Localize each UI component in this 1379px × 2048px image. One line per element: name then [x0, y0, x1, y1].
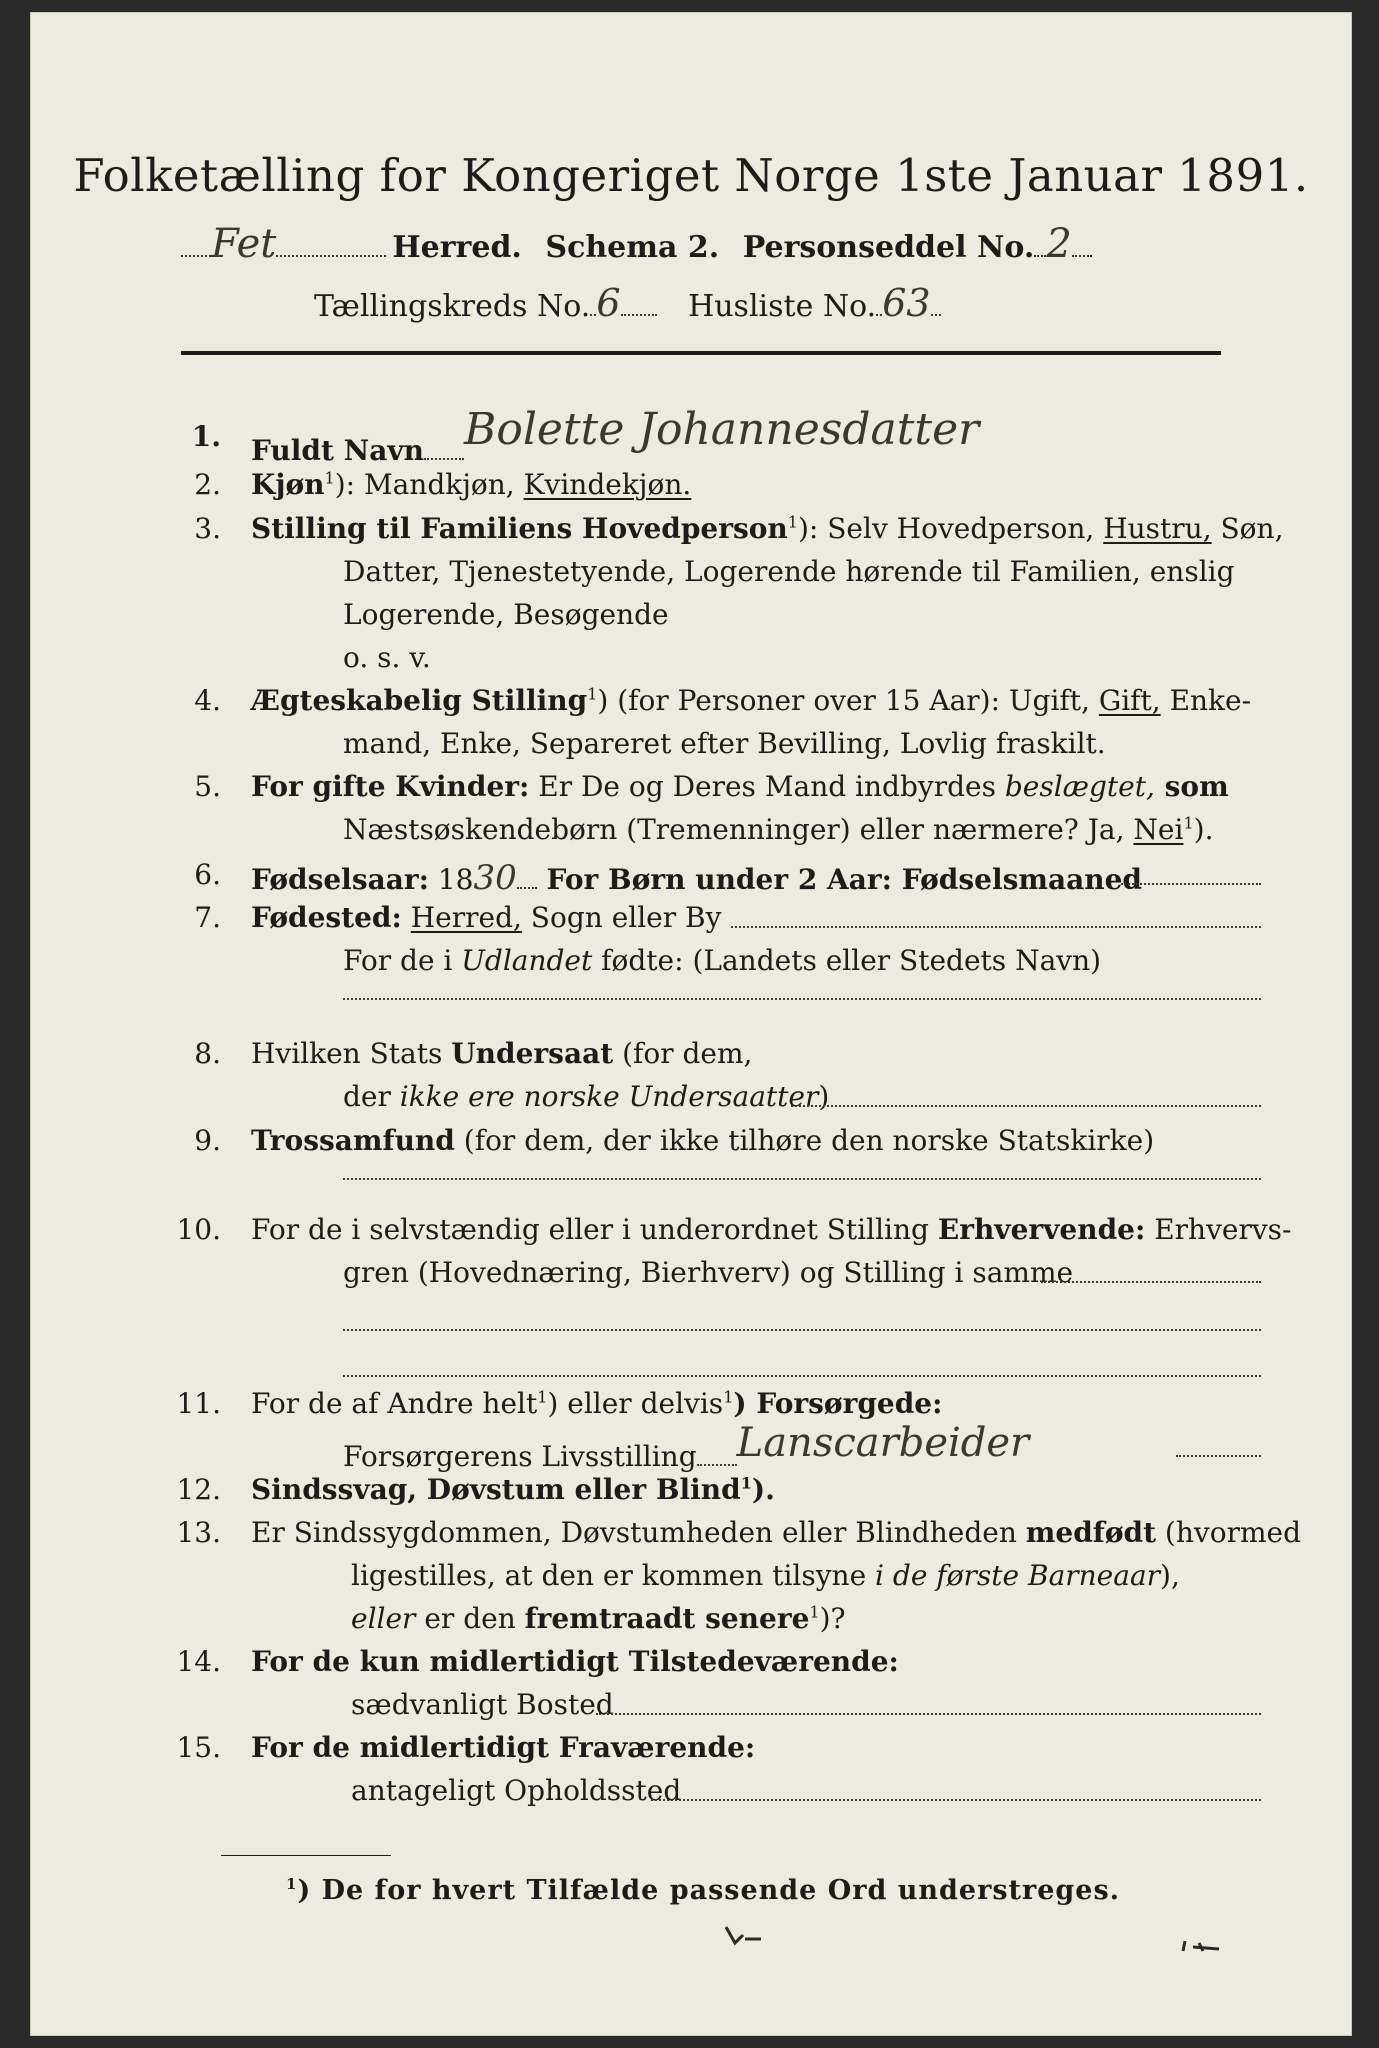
item-14: For de kun midlertidigt Tilstedeværende:: [251, 1645, 899, 1678]
item-3-number: 3.: [194, 512, 221, 545]
congenital-line3-end: )?: [819, 1602, 846, 1635]
item-6: [251, 858, 1142, 898]
congenital-line2-end: ),: [1160, 1559, 1180, 1592]
occupation-line-3: [343, 1375, 1261, 1377]
congenital-line3: er den: [415, 1602, 525, 1635]
item-3-line2: Datter, Tjenestetyende, Logerende hørende til Familien, enslig: [343, 555, 1235, 588]
item-7: [251, 901, 721, 934]
citizenship-text: Hvilken Stats: [251, 1037, 452, 1070]
congenital-line2-italic: i de første Barneaar: [875, 1559, 1161, 1592]
item-13: [251, 1516, 1301, 1549]
footnote: [286, 1875, 1120, 1906]
birth-year-prefix: 18: [428, 863, 474, 896]
item-14-number: 14.: [176, 1645, 221, 1678]
item-8-number: 8.: [194, 1037, 221, 1070]
item-5-number: 5.: [194, 770, 221, 803]
pencil-mark: [1179, 1933, 1239, 1963]
footnote-text: ) De for hvert Tilfælde passende Ord understreges.: [297, 1875, 1121, 1906]
supported-text: For de af Andre helt: [251, 1387, 538, 1420]
item-5-line2: [343, 813, 1213, 846]
item-3-line4: o. s. v.: [343, 641, 431, 674]
citizenship-text-end: (for dem,: [613, 1037, 753, 1070]
abroad-italic: Udlandet: [461, 944, 593, 977]
item-5-line2-text: Næstsøskendebørn (Tremenninger) eller nærmere? Ja,: [343, 813, 1134, 846]
sex-label: Kjøn: [251, 468, 325, 501]
sex-selected: Kvindekjøn.: [523, 468, 692, 501]
item-13-number: 13.: [176, 1516, 221, 1549]
supporter-occupation-label: Forsørgerens Livsstilling: [343, 1440, 697, 1473]
position-label: Stilling til Familiens Hovedperson: [251, 512, 788, 545]
dot-leader: [697, 1439, 737, 1466]
footnote-ref: 1: [723, 1387, 734, 1407]
citizenship-line: [791, 1105, 1261, 1107]
item-5-italic: beslægtet,: [1004, 770, 1155, 803]
item-4: [251, 684, 1251, 717]
item-12-number: 12.: [176, 1473, 221, 1506]
disability-label: Sindssvag, Døvstum eller Blind: [251, 1473, 741, 1506]
item-10-number: 10.: [176, 1213, 221, 1246]
item-5: [251, 770, 1229, 803]
form-title: Folketælling for Kongeriget Norge 1ste Januar 1891.: [73, 149, 1309, 202]
occupation-line-1: [1041, 1281, 1261, 1283]
taellingskreds-label: Tællingskreds No.: [314, 289, 591, 324]
taellingskreds-value: 6: [596, 281, 621, 325]
birthplace-options: Sogn eller By: [521, 901, 722, 934]
full-name-label: Fuldt Navn: [251, 434, 425, 467]
schema-label: Schema 2.: [545, 230, 720, 265]
congenital-line3-italic: eller: [351, 1602, 416, 1635]
item-11-line2: [343, 1420, 1030, 1476]
item-4-number: 4.: [194, 684, 221, 717]
footnote-ref: 1: [1183, 813, 1194, 833]
usual-residence-line: [596, 1713, 1261, 1715]
item-15-number: 15.: [176, 1731, 221, 1764]
marital-label: Ægteskabelig Stilling: [251, 684, 588, 717]
supporter-occupation-value: Lanscarbeider: [736, 1420, 1030, 1466]
item-3-line3: Logerende, Besøgende: [343, 598, 669, 631]
dot-leader: [931, 287, 941, 316]
footnote-ref: 1: [809, 1602, 820, 1622]
footnote-ref: 1: [787, 512, 798, 532]
dot-leader: [181, 228, 211, 257]
item-9-number: 9.: [194, 1124, 221, 1157]
item-11-number: 11.: [176, 1387, 221, 1420]
religion-label: Trossamfund: [251, 1124, 455, 1157]
item-14-line2: sædvanligt Bosted: [351, 1688, 614, 1721]
occupation-label: Erhvervende:: [937, 1213, 1146, 1246]
item-6-number: 6.: [194, 858, 221, 891]
footnote-rule: [221, 1855, 391, 1856]
item-10: [251, 1213, 1292, 1246]
item-1-number: 1.: [191, 420, 221, 453]
footnote-ref: 1: [324, 468, 335, 488]
item-2: [251, 468, 691, 501]
birth-month-label: For Børn under 2 Aar: Fødselsmaaned: [536, 863, 1143, 896]
citizenship-line2-text: der: [343, 1080, 400, 1113]
full-name-value: Bolette Johannesdatter: [464, 404, 980, 455]
herred-row: [181, 221, 1092, 267]
position-options-end: Søn,: [1211, 512, 1284, 545]
birthplace-line: [731, 926, 1261, 928]
dot-leader: [1034, 228, 1046, 257]
abroad-text: For de i: [343, 944, 462, 977]
congenital-label: medfødt: [1025, 1516, 1157, 1549]
occupation-text-end: Erhvervs-: [1145, 1213, 1292, 1246]
religion-text: (for dem, der ikke tilhøre den norske Statskirke): [454, 1124, 1155, 1157]
citizenship-label: Undersaat: [451, 1037, 614, 1070]
item-7-line2: [343, 944, 1101, 977]
birth-month-line: [1121, 883, 1261, 885]
supporter-line: [1176, 1455, 1261, 1457]
footnote-mark: 1: [286, 1875, 298, 1893]
position-options: ): Selv Hovedperson,: [797, 512, 1104, 545]
item-5-text: Er De og Deres Mand indbyrdes: [529, 770, 1005, 803]
item-15-line2: antageligt Opholdssted: [351, 1774, 682, 1807]
item-9: [251, 1124, 1154, 1157]
herred-value: Fet: [211, 221, 277, 267]
marital-selected: Gift,: [1098, 684, 1161, 717]
sex-options: ): Mandkjøn,: [334, 468, 524, 501]
personseddel-value: 2: [1046, 221, 1072, 267]
birthplace-label: Fødested:: [251, 901, 402, 934]
position-selected: Hustru,: [1103, 512, 1212, 545]
citizenship-line2-italic: ikke ere norske Undersaatter: [399, 1080, 819, 1113]
census-form-page: [30, 12, 1352, 2036]
congenital-text-end: (hvormed: [1156, 1516, 1301, 1549]
personseddel-label: Personseddel No.: [742, 230, 1035, 265]
header-rule: [181, 351, 1221, 355]
dot-leader: [424, 433, 464, 460]
item-3: [251, 512, 1283, 545]
item-2-number: 2.: [194, 468, 221, 501]
item-1: [251, 404, 980, 471]
husliste-label: Husliste No.: [688, 289, 877, 324]
pencil-mark: [721, 1921, 781, 1951]
disability-end: ).: [751, 1473, 775, 1506]
birth-year-label: Fødselsaar:: [251, 863, 429, 896]
congenital-line3-bold: fremtraadt senere: [524, 1602, 810, 1635]
married-women-label: For gifte Kvinder:: [251, 770, 530, 803]
abroad-text-end: fødte: (Landets eller Stedets Navn): [592, 944, 1102, 977]
dot-leader: [621, 287, 657, 316]
taellingskreds-row: [314, 281, 941, 325]
item-10-line2: gren (Hovednæring, Bierhverv) og Stilling i samme: [343, 1256, 1074, 1289]
birth-year-value: 30: [473, 858, 517, 898]
congenital-text: Er Sindssygdommen, Døvstumheden eller Blindheden: [251, 1516, 1026, 1549]
occupation-text: For de i selvstændig eller i underordnet Stilling: [251, 1213, 938, 1246]
supported-text-mid: ) eller delvis: [547, 1387, 724, 1420]
marital-options-end: Enke-: [1160, 684, 1252, 717]
item-13-line3: [351, 1602, 846, 1635]
marital-options: ) (for Personer over 15 Aar): Ugift,: [597, 684, 1099, 717]
dot-leader: [517, 862, 537, 889]
herred-label: Herred.: [392, 230, 522, 265]
item-5-end: som: [1154, 770, 1229, 803]
temporary-residence-line: [651, 1799, 1261, 1801]
birthplace-selected: Herred,: [410, 901, 522, 934]
item-12: [251, 1473, 775, 1506]
dot-leader: [1072, 228, 1092, 257]
kinship-selected: Nei: [1133, 813, 1184, 846]
item-4-line2: mand, Enke, Separeret efter Bevilling, Lovlig fraskilt.: [343, 727, 1106, 760]
abroad-line: [343, 998, 1261, 1000]
item-15: For de midlertidigt Fraværende:: [251, 1731, 756, 1764]
item-7-number: 7.: [194, 901, 221, 934]
item-5-line2-end: ).: [1193, 813, 1214, 846]
congenital-line2: ligestilles, at den er kommen tilsyne: [351, 1559, 876, 1592]
citizenship-line2-end: ): [818, 1080, 830, 1113]
footnote-ref: 1: [740, 1473, 752, 1493]
religion-line: [343, 1178, 1261, 1180]
occupation-line-2: [343, 1329, 1261, 1331]
dot-leader: [276, 228, 386, 257]
item-13-line2: [351, 1559, 1180, 1592]
item-8: [251, 1037, 752, 1070]
husliste-value: 63: [882, 281, 931, 325]
item-11: [251, 1387, 942, 1420]
footnote-ref: 1: [587, 684, 598, 704]
supported-label: ) Forsørgede:: [733, 1387, 943, 1420]
footnote-ref: 1: [537, 1387, 548, 1407]
item-8-line2: [343, 1080, 829, 1113]
